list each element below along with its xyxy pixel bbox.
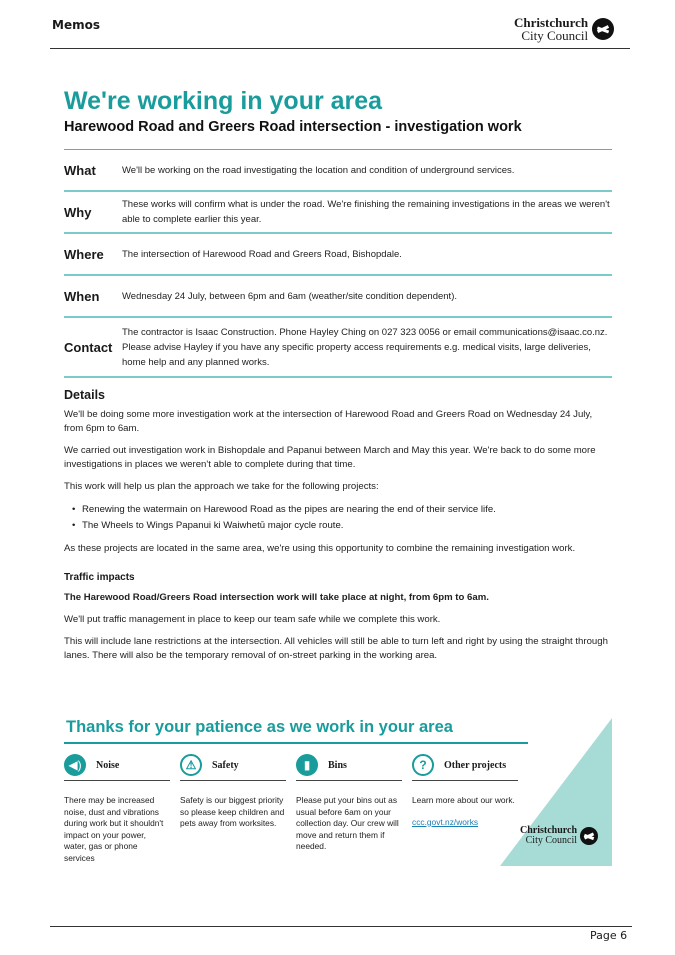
feature-name: Noise	[96, 759, 120, 771]
speaker-icon: ◀)	[64, 754, 86, 776]
traffic-paragraph: We'll put traffic management in place to keep our team safe while we complete this work.	[64, 614, 441, 625]
feature-text-body: Learn more about our work.	[412, 795, 515, 805]
headline: We're working in your area	[64, 87, 383, 115]
works-link[interactable]: ccc.govt.nz/works	[412, 816, 479, 827]
feature-text: Please put your bins out as usual before 6am on your collection day. Our crew will move and return them if needed.	[296, 795, 399, 851]
info-value: These works will confirm what is under the road. We're finishing the remaining investigations in the areas we weren't able to complete earlier this year.	[122, 199, 610, 225]
info-value: We'll be working on the road investigating the location and condition of underground services.	[122, 164, 515, 176]
traffic-heading: Traffic impacts	[64, 572, 135, 583]
header-rule	[50, 48, 630, 49]
list-item: • The Wheels to Wings Papanui ki Waiwhetū major cycle route.	[74, 518, 612, 534]
logo-line1: Christchurch	[520, 825, 578, 836]
details-paragraph: We'll be doing some more investigation work at the intersection of Harewood Road and Greers Road on Wednesday 24 July, from 6pm to 6am.	[64, 409, 593, 434]
feature-name: Bins	[328, 759, 347, 771]
question-icon: ?	[412, 754, 434, 776]
feature-bins	[296, 750, 402, 853]
feature-other-projects	[412, 750, 518, 828]
footer-rule	[50, 926, 632, 927]
info-row-contact	[64, 318, 612, 378]
info-label: Why	[64, 204, 92, 220]
patience-panel	[64, 718, 612, 866]
info-value: The contractor is Isaac Construction. Phone Hayley Ching on 027 323 0056 or email communications@isaac.co.nz. Please advise Hayley if you have any specific property access requirements e.g. medical visits, large deliveries, home help and any planned works.	[122, 326, 608, 368]
details-paragraph: We carried out investigation work in Bishopdale and Papanui between March and May this year. We're back to do some more investigations in places we weren't able to complete during that time.	[64, 445, 596, 470]
notice-body	[64, 86, 612, 671]
logo-icon	[580, 827, 598, 845]
traffic-paragraph: This will include lane restrictions at the intersection. All vehicles will still be able to turn left and right by using the straight through lanes. There will also be the temporary removal of on-street parking in the working area.	[64, 636, 608, 661]
logo-line2: City Council	[525, 835, 578, 846]
feature-text: Safety is our biggest priority so please keep children and pets away from worksites.	[180, 795, 285, 828]
logo-icon	[592, 18, 614, 40]
feature-name: Other projects	[444, 759, 507, 771]
panel-title: Thanks for your patience as we work in your area	[66, 718, 453, 736]
details-heading: Details	[64, 388, 105, 402]
feature-name: Safety	[212, 759, 239, 771]
panel-logo	[520, 826, 598, 846]
bin-icon: ▮	[296, 754, 318, 776]
feature-noise	[64, 750, 170, 864]
info-label: Contact	[64, 339, 113, 355]
feature-text	[412, 795, 518, 828]
info-label: Where	[64, 246, 104, 262]
feature-safety	[180, 750, 286, 830]
info-table	[64, 149, 612, 378]
traffic-bold-paragraph: The Harewood Road/Greers Road intersection work will take place at night, from 6pm to 6am.	[64, 592, 489, 603]
details-paragraph: As these projects are located in the same area, we're using this opportunity to combine the remaining investigation work.	[64, 543, 576, 554]
list-item: • Renewing the watermain on Harewood Road as the pipes are nearing the end of their service life.	[74, 502, 612, 518]
info-label: When	[64, 288, 100, 304]
page-number: Page 6	[590, 929, 628, 942]
info-row-when	[64, 276, 612, 318]
panel-rule	[64, 742, 528, 744]
info-label: What	[64, 162, 96, 178]
info-row-where	[64, 234, 612, 276]
details-paragraph: This work will help us plan the approach we take for the following projects:	[64, 481, 379, 492]
ccc-logo	[514, 16, 614, 42]
logo-line1: Christchurch	[514, 15, 589, 30]
warning-icon: ⚠	[180, 754, 202, 776]
feature-text: There may be increased noise, dust and vibrations during work but it shouldn't impact on your power, water, gas or phone services	[64, 795, 164, 863]
project-list	[64, 502, 612, 534]
info-value: Wednesday 24 July, between 6pm and 6am (weather/site condition dependent).	[122, 290, 457, 302]
info-row-what	[64, 150, 612, 192]
subheadline: Harewood Road and Greers Road intersection - investigation work	[64, 119, 522, 135]
memos-label: Memos	[52, 18, 100, 32]
info-value: The intersection of Harewood Road and Greers Road, Bishopdale.	[122, 248, 402, 260]
logo-line2: City Council	[521, 28, 589, 43]
info-row-why	[64, 192, 612, 234]
